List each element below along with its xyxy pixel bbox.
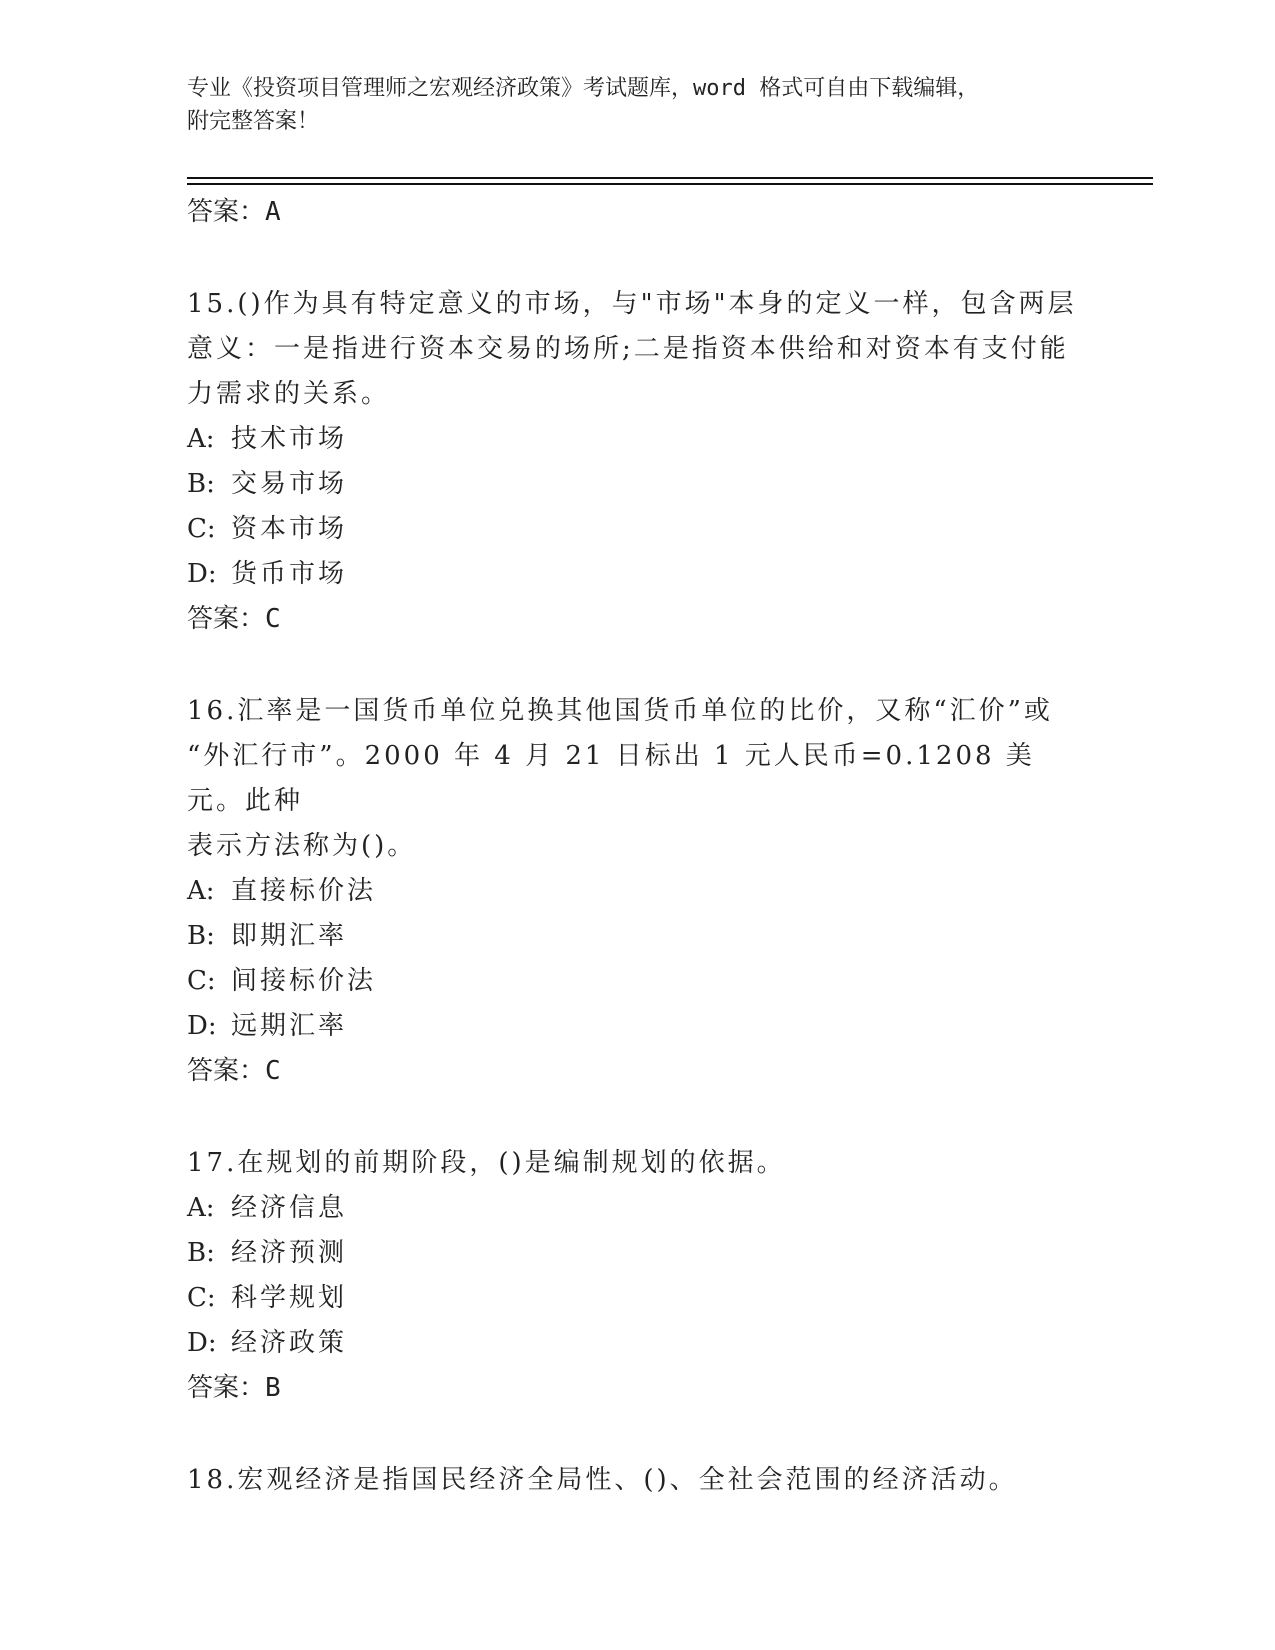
option-text: 经济预测: [231, 1238, 348, 1268]
question-stem-line: 16.汇率是一国货币单位兑换其他国货币单位的比价，又称“汇价”或: [187, 696, 1053, 726]
option-letter: C:: [187, 966, 216, 996]
option-text: 货币市场: [231, 559, 348, 589]
option-text: 远期汇率: [231, 1011, 348, 1041]
question-17: [187, 1141, 1087, 1410]
option-text: 经济政策: [231, 1328, 348, 1358]
option-letter: D:: [187, 559, 217, 589]
question-stem-line: 18.宏观经济是指国民经济全局性、()、全社会范围的经济活动。: [187, 1465, 1018, 1495]
option-letter: B:: [187, 469, 215, 499]
option-c: [187, 507, 1087, 552]
option-letter: A:: [187, 876, 215, 906]
question-stem-line: 意义：一是指进行资本交易的场所;二是指资本供给和对资本有支付能: [187, 334, 1069, 364]
option-text: 直接标价法: [231, 876, 377, 906]
option-c: [187, 1276, 1087, 1321]
header-divider-top: [187, 177, 1153, 179]
option-text: 经济信息: [231, 1193, 348, 1223]
answer-line: 答案：C: [187, 1056, 281, 1086]
option-letter: C:: [187, 1283, 216, 1313]
option-text: 资本市场: [231, 514, 348, 544]
option-text: 技术市场: [231, 424, 348, 454]
question-stem-line: 15.()作为具有特定意义的市场，与"市场"本身的定义一样，包含两层: [187, 289, 1077, 319]
option-d: [187, 1321, 1087, 1366]
answer-line: 答案：B: [187, 1373, 281, 1403]
question-18: [187, 1458, 1087, 1503]
option-a: [187, 417, 1087, 462]
header-line-2: 附完整答案！: [187, 109, 320, 134]
option-letter: D:: [187, 1011, 217, 1041]
option-b: [187, 1231, 1087, 1276]
option-a: [187, 1186, 1087, 1231]
option-text: 间接标价法: [231, 966, 377, 996]
question-list: [187, 190, 1087, 1503]
question-stem-line: 17.在规划的前期阶段，()是编制规划的依据。: [187, 1148, 786, 1178]
option-b: [187, 462, 1087, 507]
option-b: [187, 914, 1087, 959]
header-divider-bottom: [187, 183, 1153, 185]
option-c: [187, 959, 1087, 1004]
option-letter: D:: [187, 1328, 217, 1358]
question-stem-line: “外汇行市”。2000 年 4 月 21 日标出 1 元人民币=0.1208 美元。此种: [187, 741, 1035, 816]
option-letter: A:: [187, 424, 215, 454]
page-header: [187, 72, 1087, 138]
option-text: 科学规划: [231, 1283, 348, 1313]
header-line-1: 专业《投资项目管理师之宏观经济政策》考试题库，word 格式可自由下载编辑，: [187, 76, 980, 101]
option-letter: B:: [187, 921, 215, 951]
question-stem-line: 力需求的关系。: [187, 379, 391, 409]
option-letter: A:: [187, 1193, 215, 1223]
option-a: [187, 869, 1087, 914]
option-letter: B:: [187, 1238, 215, 1268]
question-15: [187, 282, 1087, 641]
option-text: 即期汇率: [231, 921, 348, 951]
answer-line: 答案：C: [187, 604, 281, 634]
option-d: [187, 552, 1087, 597]
option-text: 交易市场: [231, 469, 348, 499]
question-stem-line: 表示方法称为()。: [187, 831, 417, 861]
option-d: [187, 1004, 1087, 1049]
question-16: [187, 689, 1087, 1093]
option-letter: C:: [187, 514, 216, 544]
answer-line: 答案：A: [187, 197, 281, 227]
